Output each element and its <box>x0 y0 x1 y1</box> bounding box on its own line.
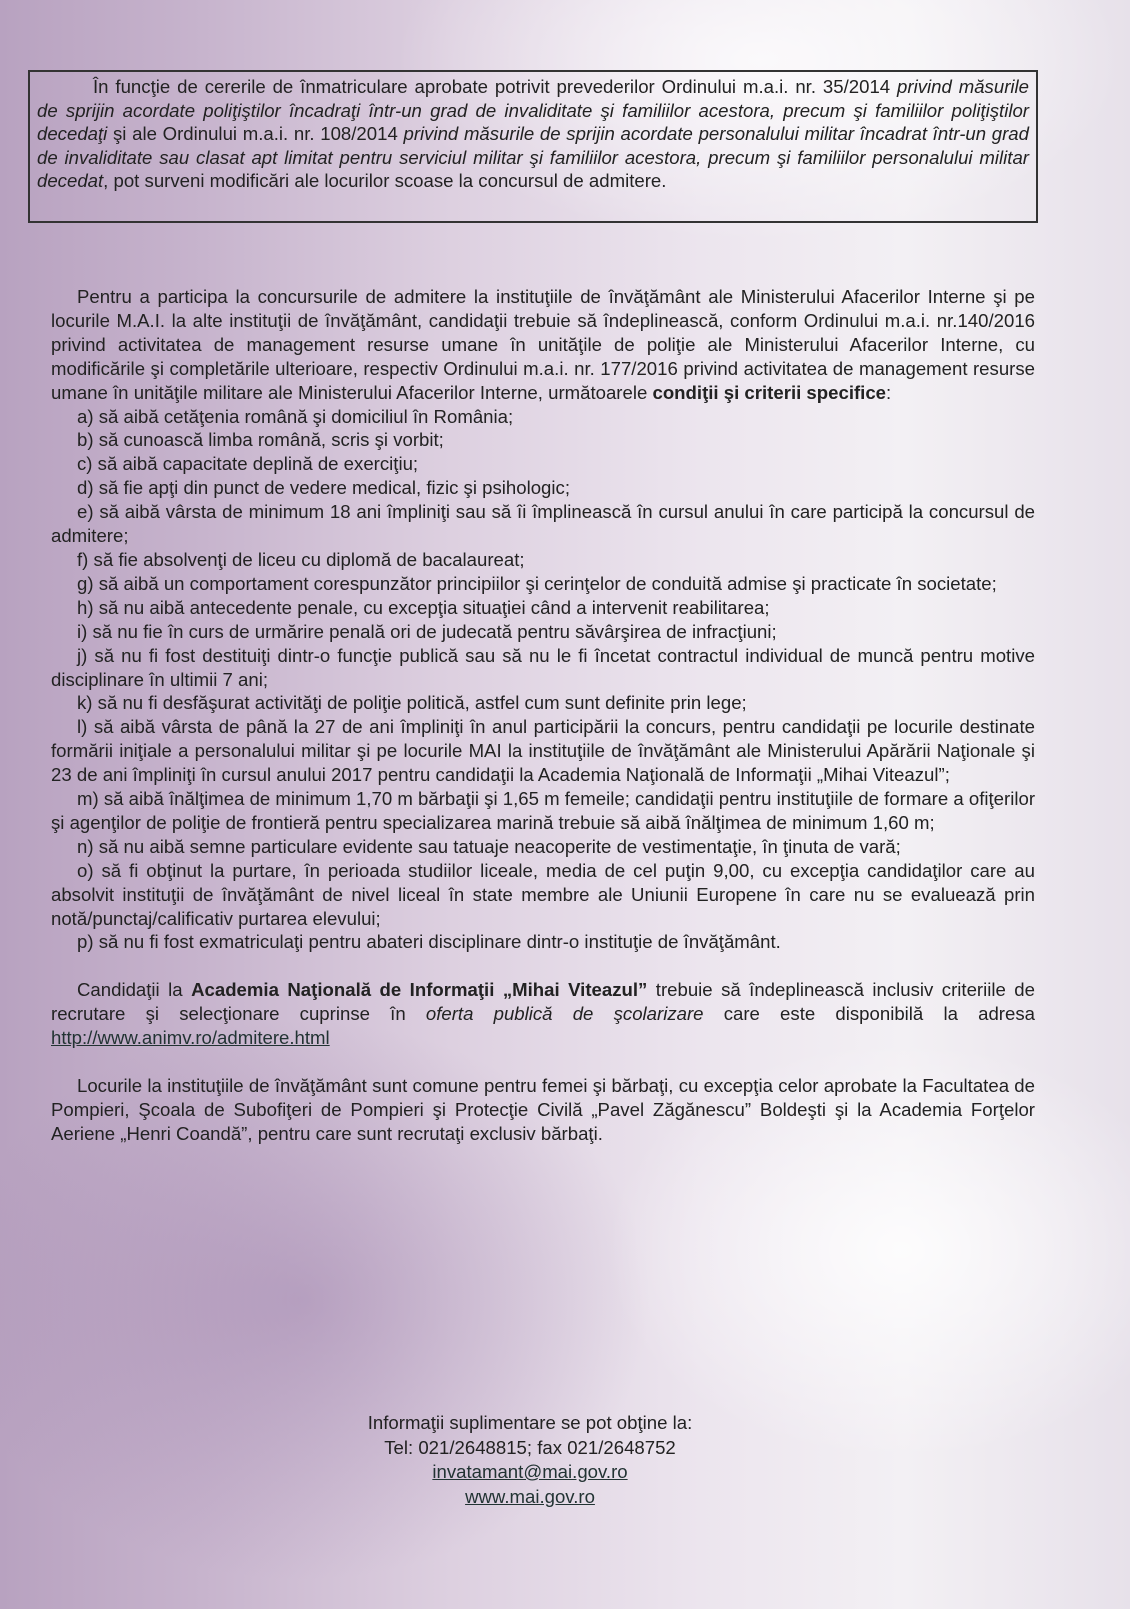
anim-offer-text: oferta publică de şcolarizare <box>425 1003 704 1025</box>
main-content <box>51 285 1035 1146</box>
anim-academy-name: Academia Naţională de Informaţii „Mihai Viteazul” <box>191 979 648 1001</box>
criteria-item-b: b) să cunoască limba română, scris şi vorbit; <box>77 429 444 451</box>
intro-text: Pentru a participa la concursurile de admitere la instituţiile de învăţământ ale Ministerului Afacerilor Interne şi pe locurile M.A.I. la alte instituţii de învăţământ, candidaţii trebuie să îndeplinească, conform Ordinului m.a.i. nr.140/2016 privind activitatea de management resurse umane în unităţile de poliţie ale Ministerului Afacerilor Interne, cu modificările şi completările ulterioare, respectiv Ordinului m.a.i. nr. 177/2016 privind activitatea de management resurse umane în unităţile militare ale Ministerului Afacerilor Interne, următoarele <box>51 286 1035 403</box>
criteria-item-a: a) să aibă cetăţenia română şi domiciliul în România; <box>77 405 514 427</box>
email-link[interactable]: invatamant@mai.gov.ro <box>432 1461 628 1482</box>
anim-text: Candidaţii la <box>77 979 192 1001</box>
criteria-item-i: i) să nu fie în curs de urmărire penală ori de judecată pentru săvârşirea de infracţiuni; <box>77 620 777 642</box>
notice-order-35-title: privind măsurile de sprijin acordate poliţiştilor încadraţi într-un grad de invaliditate şi familiilor acestora, precum şi familiilor poliţiştilor decedaţi <box>37 76 1029 145</box>
criteria-item-h: h) să nu aibă antecedente penale, cu excepţia situaţiei când a intervenit reabilitarea; <box>77 596 770 618</box>
spacer <box>51 954 1035 978</box>
website-link[interactable]: www.mai.gov.ro <box>465 1485 595 1507</box>
criteria-item-k: k) să nu fi desfăşurat activităţi de poliţie politică, astfel cum sunt definite prin lege; <box>77 692 747 714</box>
criteria-item-m: m) să aibă înălţimea de minimum 1,70 m bărbaţii şi 1,65 m femeile; candidaţii pentru instituţiile de formare a ofiţerilor şi agenţilor de poliţie de frontieră pentru specializarea marină trebuie să aibă înălţimea de minimum 1,60 m; <box>51 788 1036 833</box>
criteria-item-f: f) să fie absolvenţi de liceu cu diplomă de bacalaureat; <box>77 548 525 570</box>
criteria-item-l: l) să aibă vârsta de până la 27 de ani împliniţi în anul participării la concurs, pentru candidaţii pe locurile destinate formării iniţiale a personalului militar şi pe locurile MAI la instituţiile de învăţământ ale Ministerului Apărării Naţionale şi 23 de ani împliniţi în cursul anului 2017 pentru candidaţii la Academia Naţională de Informaţii „Mihai Viteazul”; <box>51 716 1035 786</box>
contact-footer <box>260 1411 800 1509</box>
anim-text: trebuie să îndeplinească inclusiv criteriile de recrutare şi selecţionare cuprinse în <box>51 979 1035 1025</box>
criteria-item-c: c) să aibă capacitate deplină de exerciţiu; <box>77 453 419 475</box>
footer-phone-line: Tel: 021/2648815; fax 021/2648752 <box>384 1436 676 1458</box>
notice-text: şi ale Ordinului m.a.i. nr. 108/2014 <box>107 123 404 145</box>
intro-bold-text: condiţii şi criterii specifice <box>652 381 887 403</box>
notice-text: În funcţie de cererile de înmatriculare aprobate potrivit prevederilor Ordinului m.a.i. nr. 35/2014 <box>93 76 898 97</box>
anim-admission-link[interactable]: http://www.animv.ro/admitere.html <box>51 1027 330 1049</box>
criteria-item-d: d) să fie apţi din punct de vedere medical, fizic şi psihologic; <box>77 477 570 499</box>
criteria-item-o: o) să fi obţinut la purtare, în perioada studiilor liceale, media de cel puţin 9,00, cu excepţia candidaţilor care au absolvit instituţii de învăţământ de nivel liceal în state membre ale Uniunii Europene în care nu se evaluează prin notă/punctaj/calificativ purtarea elevului; <box>51 859 1035 929</box>
criteria-item-n: n) să nu aibă semne particulare evidente sau tatuaje neacoperite de vestimentaţie, în ţinuta de vară; <box>77 835 901 857</box>
anim-paragraph <box>51 978 1035 1050</box>
intro-text: : <box>886 381 892 403</box>
spacer <box>51 1050 1035 1074</box>
notice-order-108-title: privind măsurile de sprijin acordate personalului militar încadrat într-un grad de invaliditate sau clasat apt limitat pentru serviciul militar şi familiilor acestora, precum şi familiilor personalului militar decedat <box>37 123 1029 192</box>
notice-paragraph <box>37 75 1029 193</box>
anim-text: care este disponibilă la adresa <box>703 1003 1035 1025</box>
criteria-item-p: p) să nu fi fost exmatriculaţi pentru abateri disciplinare dintr-o instituţie de învăţământ. <box>77 931 781 953</box>
places-paragraph: Locurile la instituţiile de învăţământ sunt comune pentru femei şi bărbaţi, cu excepţia celor aprobate la Facultatea de Pompieri, Şcoala de Subofiţeri de Pompieri şi Protecţie Civilă „Pavel Zăgănescu” Boldeşti şi la Academia Forţelor Aeriene „Henri Coandă”, pentru care sunt recrutaţi exclusiv bărbaţi. <box>51 1075 1035 1144</box>
criteria-item-e: e) să aibă vârsta de minimum 18 ani împliniţi sau să îi împlinească în cursul anului în care participă la concursul de admitere; <box>51 501 1035 547</box>
notice-box <box>28 70 1038 223</box>
footer-info-line: Informaţii suplimentare se pot obţine la: <box>367 1412 693 1433</box>
intro-paragraph <box>51 285 1035 405</box>
criteria-item-g: g) să aibă un comportament corespunzător principiilor şi cerinţelor de conduită admise şi practicate în societate; <box>77 572 997 594</box>
criteria-item-j: j) să nu fi fost destituiţi dintr-o funcţie publică sau să nu le fi încetat contractul individual de muncă pentru motive disciplinare în ultimii 7 ani; <box>51 644 1035 690</box>
notice-text: , pot surveni modificări ale locurilor scoase la concursul de admitere. <box>103 170 667 192</box>
